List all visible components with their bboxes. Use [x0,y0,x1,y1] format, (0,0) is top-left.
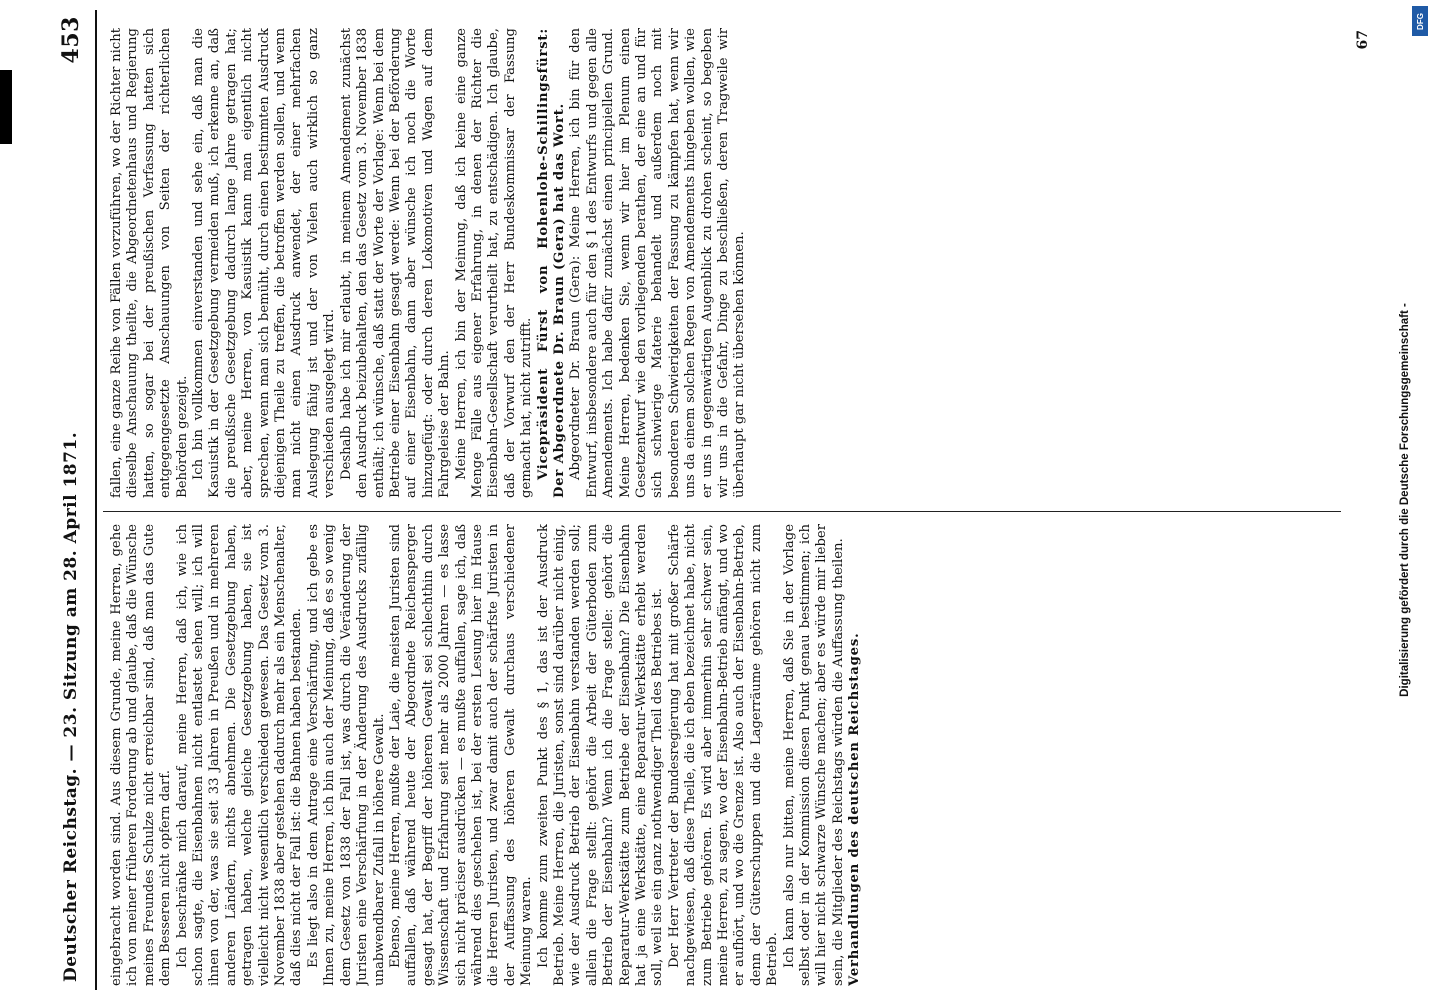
running-head: Deutscher Reichstag. — 23. Sitzung am 28. April 1871. [61,431,81,982]
dfg-logo: DFG [1412,6,1428,36]
binding-mark [0,70,12,144]
paragraph: Der Herr Vertreter der Bundesregierung hat mit großer Schärfe nachgewiesen, daß diese Theile, die ich eben bezeichnet habe, nicht zum Betriebe gehören. Es wird aber immerhin sehr schwer sein, meine Herren, zu sagen, wo der Eisenbahn-Betrieb anfängt, und wo er aufhört, und wo die Grenze ist. Also auch der Eisenbahn-Betrieb, denn der Güterschuppen und die Lagerräume gehören nicht zum Betrieb. [666,524,781,986]
page-header [51,10,91,990]
paragraph: Ich komme zum zweiten Punkt des § 1, das ist der Ausdruck Betrieb. Meine Herren, die Juristen, sonst sind darüber nicht einig, wie der Ausdruck Betrieb der Eisenbahn verstanden werden soll; allein die Frage stellt: gehört die Arbeit der Güterboden zum Betrieb der Eisenbahn? Wenn ich die Frage stelle: gehört die Reparatur-Werkstätte zum Betriebe der Eisenbahn? Die Eisenbahn hat ja eine Werkstätte, eine Reparatur-Werkstätte erhebt werden soll, weil sie ein ganz nothwendiger Theil des Betriebes ist. [535,524,666,986]
paragraph: Es liegt also in dem Antrage eine Verschärfung, und ich gebe es Ihnen zu, meine Herren, ich bin auch der Meinung, daß es so wenig dem Gesetz von 1838 der Fall ist, was durch die Veränderung der Juristen eine Verschärfung in der Änderung des Ausdrucks zufällig unabwendbarer Zufall in höhere Gewalt. [305,524,387,986]
rotated-page-scan [51,10,1381,990]
paragraph: Ebenso, meine Herren, mußte der Laie, die meisten Juristen sind auffallen, daß während heute der Abgeordnete Reichensperger gesagt hat, der Begriff der höheren Gewalt sei schlechthin durch Wissenschaft und Erfahrung seit mehr als 2000 Jahren — es lasse sich nicht präciser ausdrücken — es mußte auffallen, sage ich, daß während dies geschehen ist, bei der ersten Lesung hier im Hause die Herren Juristen, und zwar damit auch der schärfste Juristen in der Auffassung des höheren Gewalt durchaus verschiedener Meinung waren. [387,524,535,986]
left-column [109,524,1345,986]
paragraph: Abgeordneter Dr. Braun (Gera): Meine Herren, ich bin für den Entwurf, insbesondere auch für den § 1 des Entwurfs und gegen alle Amendements. Ich habe dafür zunächst einen principiellen Grund. Meine Herren, bedenken Sie, wenn wir hier im Plenum einen Gesetzentwurf wie den vorliegenden berathen, der eine an und für sich schwierige Materie behandelt und außerdem noch mit besonderen Schwierigkeiten der Fassung zu kämpfen hat, wenn wir uns da einem solchen Regen von Amendements hingeben wollen, wie er uns in gegenwärtigen Augenblick zu drohen scheint, so begeben wir uns in die Gefahr, Dinge zu beschließen, deren Tragweile wir überhaupt gar nicht übersehen können. [568,28,748,498]
sheet-signature: 67 [1355,30,1371,50]
speaker-paragraph: Vicepräsident Fürst von Hohenlohe-Schillingsfürst: Der Abgeordnete Dr. Braun (Gera) hat das Wort. [535,28,567,498]
paragraph: Ich bin vollkommen einverstanden und sehe ein, daß man die Kasuistik in der Gesetzgebung vermeiden muß, ich erkenne an, daß die preußische Gesetzgebung dadurch lange Jahre getragen hat; aber, meine Herren, von Kasuistik kann man eigentlich nicht sprechen, wenn man sich bemüht, durch einen bestimmten Ausdruck diejenigen Theile zu treffen, die betroffen werden sollen, und wenn man nicht einen Ausdruck anwendet, der einer mehrfachen Auslegung fähig ist und der von Vielen auch wirklich so ganz verschieden ausgelegt wird. [191,28,338,498]
column-divider [103,511,1341,512]
paragraph-footer: Verhandlungen des deutschen Reichstages. [847,632,863,986]
header-rule [95,10,97,990]
paragraph: eingebracht worden sind. Aus diesem Grunde, meine Herren, gehe ich von meiner früheren Forderung ab und glaube, daß die Wünsche meines Freundes Schulze nicht erreichbar sind, daß man das Gute dem Besseren nicht opfern darf. [109,524,174,986]
paragraph: Meine Herren, ich bin der Meinung, daß ich keine eine ganze Menge Fälle aus eigener Erfahrung, in denen der Richter die Eisenbahn-Gesellschaft verurtheilt hat, zu entschädigen. Ich glaube, daß der Vorwurf den der Herr Bundeskommissar der Fassung gemacht hat, nicht zutrifft. [453,28,535,498]
digitization-note [1385,20,1425,980]
paragraph: Ich kann also nur bitten, meine Herren, daß Sie in der Vorlage selbst oder in der Kommission diesen Punkt genau bestimmen; ich will hier nicht schwarze Wünsche machen; aber es würde mir lieber sein, die Mitglieder des Reichstags würden die Auffassung theilen. [781,524,846,986]
paragraph: Ich beschränke mich darauf, meine Herren, daß ich, wie ich schon sagte, die Eisenbahnen nicht entlastet sehen will; ich will ihnen von der, was sie seit 33 Jahren in Preußen und in mehreren anderen Ländern, nichts abnehmen. Die Gesetzgebung haben, getragen haben, welche gleiche Gesetzgebung haben, sie ist vielleicht nicht wesentlich verschieden gewesen. Das Gesetz vom 3. November 1838 aber gestehen dadurch mehr als ein Menschenalter, daß dies nicht der Fall ist: die Bahnen haben bestanden. [174,524,305,986]
paragraph: Deshalb habe ich mir erlaubt, in meinem Amendement zunächst den Ausdruck beizubehalten, den das Gesetz vom 3. November 1838 enthält; ich wünsche, daß statt der Worte der Vorlage: Wenn bei dem Betriebe einer Eisenbahn gesagt werde: Wenn bei der Beförderung auf einer Eisenbahn, dann aber wünsche ich noch die Worte hinzugefügt: oder durch deren Lokomotiven und Wagen auf dem Fahrgeleise der Bahn. [338,28,453,498]
paragraph: fallen, eine ganze Reihe von Fällen vorzuführen, wo der Richter nicht dieselbe Anschauung theilte, die Abgeordnetenhaus und Regierung hatten, so sogar bei der preußischen Verfassung hatten sich entgegengesetzte Anschauungen von Seiten der richterlichen Behörden gezeigt. [109,28,190,498]
right-column [109,28,1345,498]
page-number: 453 [58,16,84,64]
digitization-note-text: Digitalisierung gefördert durch die Deutsche Forschungsgemeinschaft - [1399,303,1411,697]
